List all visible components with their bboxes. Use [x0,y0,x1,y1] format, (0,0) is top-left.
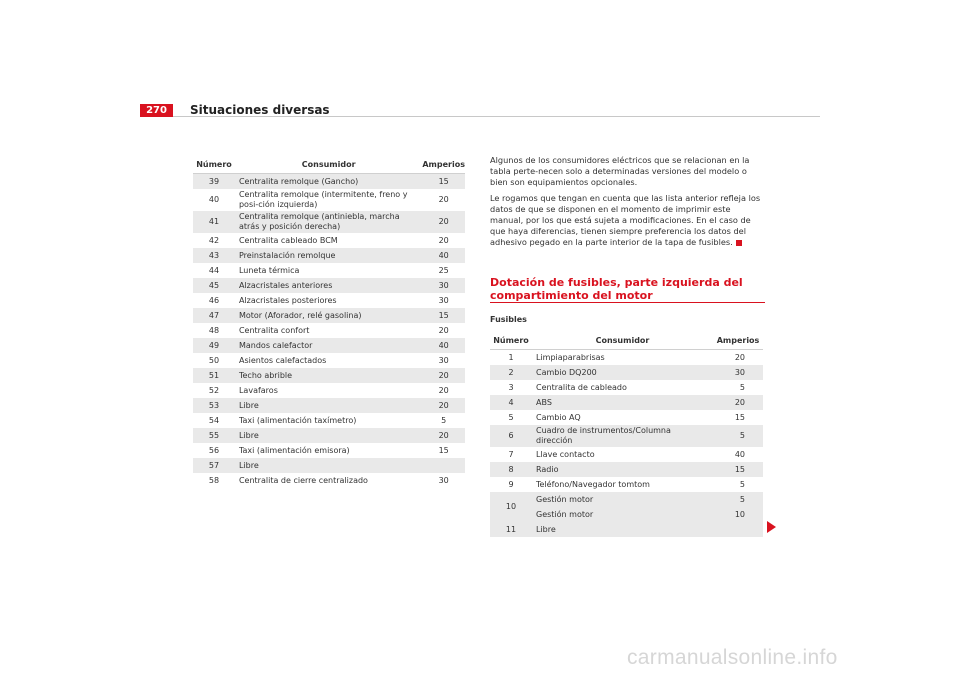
fuse-amps: 40 [422,248,465,263]
fuse-amps [422,458,465,473]
paragraph-note [490,193,765,248]
fuse-amps: 20 [422,428,465,443]
fuse-consumer: Limpiaparabrisas [536,352,605,362]
fuse-number: 8 [490,462,532,477]
fuse-amps: 15 [422,308,465,323]
fuse-amps [713,522,763,537]
fuse-number: 53 [193,398,235,413]
fuse-consumer: Asientos calefactados [238,355,327,365]
fuse-table-left [193,155,465,488]
fuse-amps: 20 [438,385,449,395]
table-row [193,233,465,248]
fuse-consumer: Taxi (alimentación emisora) [238,445,350,455]
fuse-consumer: Gestión motor [532,507,713,522]
fuse-number: 49 [193,338,235,353]
table-row [193,278,465,293]
table-row [193,323,465,338]
table-row [193,293,465,308]
fuse-consumer: Lavafaros [238,385,278,395]
subheading-fusibles: Fusibles [490,315,527,324]
section-heading: Dotación de fusibles, parte izquierda del compartimiento del motor [490,276,743,302]
fuse-amps: 20 [734,352,745,362]
fuse-number: 1 [508,352,514,362]
fuse-number: 58 [208,475,220,485]
table-row [490,365,763,380]
table-row [193,308,465,323]
fuse-number: 11 [490,522,532,537]
fuse-amps: 5 [713,492,763,507]
fuse-number: 39 [193,174,235,190]
table-row [490,410,763,425]
fuse-consumer: Preinstalación remolque [235,248,422,263]
table-row [490,477,763,492]
fuse-amps: 10 [713,507,763,522]
fuse-consumer: Cuadro de instrumentos/Columna dirección [532,425,713,447]
fuse-amps: 20 [422,368,465,383]
col-header-consumer: Consumidor [235,155,422,174]
fuse-amps: 15 [713,462,763,477]
fuse-amps: 30 [438,295,449,305]
fuse-amps: 30 [713,365,763,380]
col-header-number: Número [193,155,235,174]
fuse-number: 50 [208,355,220,365]
fuse-consumer: Libre [235,398,422,413]
fuse-consumer: Centralita confort [238,325,310,335]
table-row [193,413,465,428]
fuse-amps: 5 [441,415,447,425]
fuse-number: 45 [193,278,235,293]
fuse-amps: 20 [422,211,465,233]
fuse-amps: 20 [438,195,449,204]
fuse-consumer: Alzacristales posteriores [238,295,337,305]
fuse-amps: 20 [438,325,449,335]
table-row [490,395,763,410]
fuse-amps: 15 [438,445,449,455]
fuse-number: 48 [208,325,220,335]
page-title: Situaciones diversas [190,103,330,117]
fuse-number: 51 [193,368,235,383]
paragraph-intro [490,155,765,188]
fuse-number: 40 [208,195,220,204]
table-row [490,522,763,537]
table-row [193,443,465,458]
fuse-consumer: Taxi (alimentación taxímetro) [238,415,357,425]
fuse-amps: 30 [438,475,449,485]
fuse-amps: 20 [713,395,763,410]
fuse-amps: 40 [422,338,465,353]
table-row [490,492,763,507]
fuse-number: 3 [508,382,514,392]
table-row [193,189,465,211]
table-row [193,383,465,398]
fuse-amps: 20 [438,235,449,245]
table-row [193,428,465,443]
page-number: 270 [140,104,173,117]
fuse-consumer: Centralita remolque (intermitente, freno y posi-ción izquierda) [238,190,408,209]
fuse-amps: 5 [739,479,745,489]
table-row [490,425,763,447]
table-row [193,211,465,233]
col-header-number: Número [490,331,532,350]
fuse-consumer: Centralita de cableado [536,382,627,392]
table-row [193,398,465,413]
fuse-consumer: Centralita de cierre centralizado [238,475,368,485]
fuse-consumer: Llave contacto [536,449,595,459]
table-row [490,350,763,366]
fuse-number: 46 [208,295,220,305]
fuse-number: 52 [208,385,220,395]
fuse-number: 47 [193,308,235,323]
fuse-number: 43 [193,248,235,263]
col-header-amps: Amperios [713,331,763,350]
fuse-number: 7 [508,449,514,459]
table-row [193,338,465,353]
end-of-section-icon [736,240,742,246]
fuse-number: 44 [208,265,220,275]
fuse-amps: 30 [422,278,465,293]
fuse-amps: 5 [713,425,763,447]
table-row [193,353,465,368]
fuse-amps: 20 [422,398,465,413]
fuse-number: 56 [208,445,220,455]
table-row [193,473,465,488]
fuse-number: 42 [208,235,220,245]
table-row [490,462,763,477]
fuse-number: 4 [490,395,532,410]
fuse-consumer: Luneta térmica [238,265,300,275]
fuse-amps: 5 [739,382,745,392]
fuse-consumer: Motor (Aforador, relé gasolina) [235,308,422,323]
col-header-consumer: Consumidor [532,331,713,350]
fuse-consumer: Centralita remolque (antiniebla, marcha atrás y posición derecha) [235,211,422,233]
fuse-number: 41 [193,211,235,233]
fuse-amps: 15 [422,174,465,190]
next-page-arrow-icon [767,521,776,533]
col-header-amps: Amperios [422,155,465,174]
fuse-number: 54 [208,415,220,425]
fuse-consumer: Teléfono/Navegador tomtom [536,479,650,489]
table-row [193,174,465,190]
paragraph-intro-text: Algunos de los consumidores eléctricos que se relacionan en la tabla perte-necen solo a determinadas versiones del modelo o bien son equipamientos opcionales. [490,155,750,187]
fuse-amps: 15 [734,412,745,422]
table-row [490,380,763,395]
fuse-consumer: Mandos calefactor [235,338,422,353]
fuse-number: 6 [490,425,532,447]
fuse-amps: 30 [438,355,449,365]
table-row [490,447,763,462]
fuse-consumer: Libre [235,428,422,443]
fuse-number: 9 [508,479,514,489]
table-row [193,248,465,263]
fuse-amps: 40 [734,449,745,459]
fuse-consumer: Alzacristales anteriores [235,278,422,293]
fuse-number: 5 [508,412,514,422]
fuse-number: 2 [490,365,532,380]
fuse-consumer: Centralita remolque (Gancho) [235,174,422,190]
table-row [193,368,465,383]
fuse-consumer: Gestión motor [532,492,713,507]
section-rule [490,302,765,303]
table-row [193,263,465,278]
fuse-consumer: Techo abrible [235,368,422,383]
fuse-amps: 25 [438,265,449,275]
fuse-number: 57 [193,458,235,473]
paragraph-note-text: Le rogamos que tengan en cuenta que las lista anterior refleja los datos de que se disponen en el momento de imprimir este manual, por los que está sujeta a modificaciones. En el caso de que haya diferencias, tienen siempre preferencia los datos del adhesivo pegado en la parte interior de la tapa de fusibles. [490,193,761,247]
fuse-consumer: Libre [532,522,713,537]
fuse-consumer: Radio [532,462,713,477]
fuse-consumer: Cambio DQ200 [532,365,713,380]
fuse-table-right [490,331,763,537]
table-row [193,458,465,473]
fuse-consumer: Libre [235,458,422,473]
fuse-number: 55 [193,428,235,443]
fuse-consumer: Cambio AQ [536,412,581,422]
fuse-number: 10 [490,492,532,522]
fuse-consumer: Centralita cableado BCM [238,235,338,245]
watermark: carmanualsonline.info [627,646,838,669]
fuse-consumer: ABS [532,395,713,410]
